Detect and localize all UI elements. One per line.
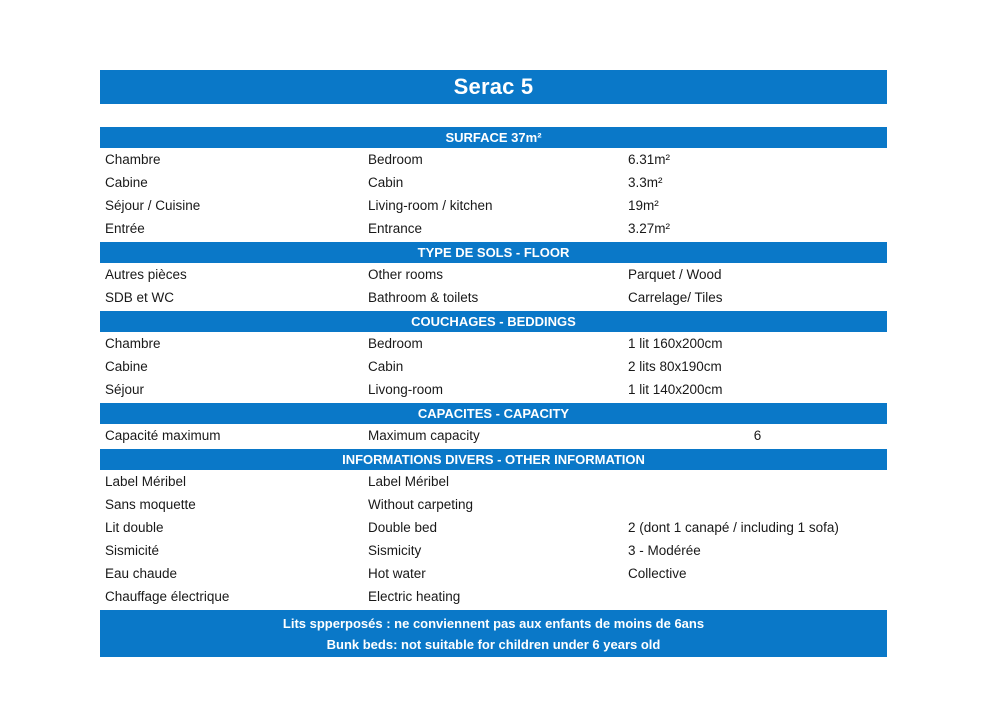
- cell-fr: Chambre: [105, 152, 161, 167]
- cell-fr: Séjour / Cuisine: [105, 198, 201, 213]
- section-capacity-header: [100, 403, 887, 424]
- section-capacity: [100, 403, 887, 447]
- cell-fr: Capacité maximum: [105, 428, 221, 443]
- cell-fr: Cabine: [105, 175, 148, 190]
- cell-value: Parquet / Wood: [628, 267, 722, 282]
- table-row: [100, 355, 887, 378]
- cell-fr: Autres pièces: [105, 267, 187, 282]
- table-row: [100, 263, 887, 286]
- section-floor-header: [100, 242, 887, 263]
- section-beddings-header-label: COUCHAGES - BEDDINGS: [411, 314, 576, 329]
- cell-en: Bedroom: [368, 336, 423, 351]
- cell-en: Living-room / kitchen: [368, 198, 493, 213]
- section-floor: [100, 242, 887, 309]
- section-beddings-header: [100, 311, 887, 332]
- cell-fr: Eau chaude: [105, 566, 178, 581]
- cell-en: Hot water: [368, 566, 426, 581]
- cell-en: Bedroom: [368, 152, 423, 167]
- table-row: [100, 378, 887, 401]
- cell-en: Label Méribel: [368, 474, 450, 489]
- cell-en: Other rooms: [368, 267, 444, 282]
- cell-en: Cabin: [368, 175, 404, 190]
- cell-en: Livong-room: [368, 382, 444, 397]
- cell-fr: Label Méribel: [105, 474, 187, 489]
- section-capacity-header-label: CAPACITES - CAPACITY: [417, 406, 570, 421]
- table-row: [100, 194, 887, 217]
- cell-value: Collective: [628, 566, 687, 581]
- cell-fr: Chauffage électrique: [105, 589, 230, 604]
- cell-fr: Lit double: [105, 520, 164, 535]
- cell-value: 6: [753, 428, 762, 443]
- section-beddings: [100, 311, 887, 401]
- section-surface: [100, 127, 887, 240]
- cell-fr: Cabine: [105, 359, 148, 374]
- cell-en: Maximum capacity: [368, 428, 480, 443]
- section-other-information-header: [100, 449, 887, 470]
- section-surface-header: [100, 127, 887, 148]
- cell-en: Entrance: [368, 221, 423, 236]
- cell-en: Electric heating: [368, 589, 461, 604]
- warning-line-en: Bunk beds: not suitable for children under 6 years old: [326, 636, 661, 652]
- table-row: [100, 217, 887, 240]
- cell-value: 6.31m²: [628, 152, 671, 167]
- cell-value: 2 (dont 1 canapé / including 1 sofa): [628, 520, 839, 535]
- cell-fr: Séjour: [105, 382, 145, 397]
- cell-en: Without carpeting: [368, 497, 474, 512]
- table-row: [100, 148, 887, 171]
- cell-value: 1 lit 140x200cm: [628, 382, 723, 397]
- bunk-beds-warning-banner: [100, 610, 887, 657]
- section-floor-header-label: TYPE DE SOLS - FLOOR: [417, 245, 570, 260]
- section-other-information: [100, 449, 887, 608]
- cell-fr: Sismicité: [105, 543, 160, 558]
- table-row: [100, 286, 887, 309]
- warning-line-fr: Lits spperposés : ne conviennent pas aux enfants de moins de 6ans: [282, 615, 705, 631]
- cell-value: 3.3m²: [628, 175, 663, 190]
- table-row: [100, 332, 887, 355]
- table-row: [100, 424, 887, 447]
- cell-en: Bathroom & toilets: [368, 290, 479, 305]
- table-row: [100, 539, 887, 562]
- property-fact-sheet: [100, 70, 887, 657]
- cell-value: 19m²: [628, 198, 659, 213]
- cell-fr: Chambre: [105, 336, 161, 351]
- cell-fr: Entrée: [105, 221, 145, 236]
- table-row: [100, 562, 887, 585]
- table-row: [100, 171, 887, 194]
- cell-en: Sismicity: [368, 543, 422, 558]
- cell-fr: SDB et WC: [105, 290, 175, 305]
- cell-fr: Sans moquette: [105, 497, 196, 512]
- cell-en: Cabin: [368, 359, 404, 374]
- page-title: Serac 5: [453, 74, 534, 99]
- cell-value: 1 lit 160x200cm: [628, 336, 723, 351]
- cell-value: Carrelage/ Tiles: [628, 290, 723, 305]
- section-other-information-header-label: INFORMATIONS DIVERS - OTHER INFORMATION: [342, 452, 645, 467]
- cell-value: 3.27m²: [628, 221, 671, 236]
- title-banner: [100, 70, 887, 104]
- cell-en: Double bed: [368, 520, 438, 535]
- cell-value: 3 - Modérée: [628, 543, 701, 558]
- table-row: [100, 493, 887, 516]
- section-surface-header-label: SURFACE 37m²: [445, 130, 542, 145]
- cell-value: 2 lits 80x190cm: [628, 359, 722, 374]
- table-row: [100, 516, 887, 539]
- table-row: [100, 585, 887, 608]
- table-row: [100, 470, 887, 493]
